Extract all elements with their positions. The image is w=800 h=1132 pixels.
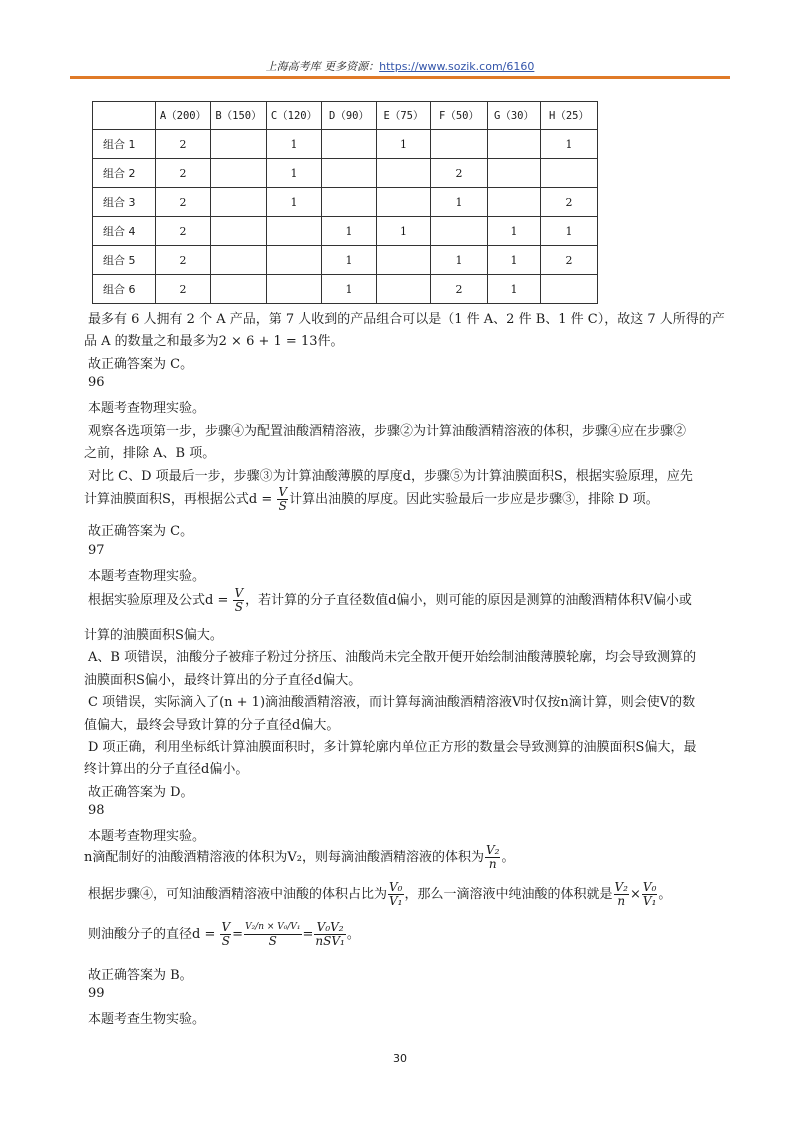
table-cell (211, 246, 267, 275)
table-cell: 1 (267, 159, 322, 188)
equals-sign: = (232, 927, 244, 942)
formula-line (88, 881, 671, 908)
table-cell (322, 188, 377, 217)
table-row (93, 130, 598, 159)
fraction-denominator: nSV₁ (315, 934, 345, 948)
table-cell: 1 (322, 217, 377, 246)
row-label-cell: 组合 1 (93, 130, 156, 159)
header-link[interactable]: https://www.sozik.com/6160 (379, 60, 535, 73)
fraction-v-over-s (277, 486, 288, 513)
formula-text: 计算油膜面积S，再根据公式d = (84, 492, 277, 507)
table-header-cell: A（200） (156, 102, 211, 130)
table-header-cell: F（50） (431, 102, 488, 130)
paragraph-line: 值偏大，最终会导致计算的分子直径d偏大。 (84, 718, 340, 733)
formula-text: 。 (346, 927, 360, 942)
formula-line (88, 587, 692, 614)
paragraph-line: 终计算出的分子直径d偏小。 (84, 762, 249, 777)
formula-text: ，若计算的分子直径数值d偏小，则可能的原因是测算的油酸酒精体积V偏小或 (245, 593, 692, 608)
table-header-row (93, 102, 598, 130)
table-cell (377, 159, 431, 188)
fraction-numerator: V (278, 485, 288, 499)
table-cell: 2 (431, 275, 488, 304)
table-header-cell: C（120） (267, 102, 322, 130)
fraction-denominator: S (234, 600, 243, 614)
table-cell: 1 (377, 130, 431, 159)
formula-text: 。 (501, 850, 515, 865)
fraction-denominator: V₁ (389, 894, 403, 908)
table-cell (211, 217, 267, 246)
fraction-denominator: n (488, 857, 497, 871)
formula-text: 计算出油膜的厚度。因此实验最后一步应是步骤③，排除 D 项。 (289, 492, 659, 507)
table-cell: 1 (488, 275, 541, 304)
formula-text: 。 (658, 887, 672, 902)
table-cell (541, 159, 598, 188)
table-cell (488, 130, 541, 159)
formula-text: ，那么一滴溶液中纯油酸的体积就是 (404, 887, 613, 902)
row-label-cell: 组合 3 (93, 188, 156, 217)
table-cell (211, 159, 267, 188)
table-cell (267, 275, 322, 304)
equals-sign: = (302, 927, 314, 942)
table-row (93, 246, 598, 275)
fraction-v-over-s (233, 587, 244, 614)
row-label-cell: 组合 4 (93, 217, 156, 246)
row-label-cell: 组合 6 (93, 275, 156, 304)
paragraph-line: 之前，排除 A、B 项。 (84, 446, 216, 461)
table-cell (488, 159, 541, 188)
table-cell: 2 (156, 188, 211, 217)
answer-line: 故正确答案为 D。 (88, 785, 194, 800)
table-header-cell: E（75） (377, 102, 431, 130)
table-cell: 1 (541, 217, 598, 246)
fraction-denominator: S (268, 934, 277, 948)
table-cell: 1 (267, 188, 322, 217)
formula-line (84, 486, 659, 513)
paragraph-line: 对比 C、D 项最后一步，步骤③为计算油酸薄膜的厚度d，步骤⑤为计算油膜面积S，根据实验原理，应先 (88, 469, 693, 484)
fraction-v0-over-v1 (642, 881, 657, 908)
table-cell: 1 (431, 188, 488, 217)
table-cell: 2 (431, 159, 488, 188)
table-header-cell: H（25） (541, 102, 598, 130)
table-cell: 2 (156, 130, 211, 159)
table-cell: 1 (377, 217, 431, 246)
fraction-numerator: V₂/n × V₀/V₁ (244, 921, 301, 935)
table-cell (377, 275, 431, 304)
table-cell (211, 130, 267, 159)
product-combination-table (92, 101, 598, 304)
table-cell: 2 (156, 246, 211, 275)
table-cell: 1 (322, 275, 377, 304)
answer-line: 故正确答案为 C。 (88, 357, 194, 372)
paragraph-line: 本题考查生物实验。 (88, 1012, 206, 1027)
table-cell (267, 246, 322, 275)
table-cell: 2 (541, 188, 598, 217)
page-header (0, 58, 800, 74)
fraction-numerator: V₀ (642, 880, 657, 894)
table-cell: 1 (267, 130, 322, 159)
paragraph-line: A、B 项错误，油酸分子被痱子粉过分挤压、油酸尚未完全散开便开始绘制油酸薄膜轮廓，均会导致测算的 (88, 650, 697, 665)
question-number: 97 (88, 543, 105, 558)
table-cell (322, 159, 377, 188)
times-sign: × (630, 887, 641, 902)
table-row (93, 275, 598, 304)
table-cell: 1 (488, 246, 541, 275)
paragraph-line: C 项错误，实际滴入了(n + 1)滴油酸酒精溶液，而计算每滴油酸酒精溶液V时仅按n滴计算，则会使V的数 (88, 695, 696, 710)
question-number: 96 (88, 375, 105, 390)
table-header-cell (93, 102, 156, 130)
fraction-denominator: S (221, 934, 230, 948)
question-number: 98 (88, 803, 105, 818)
answer-line: 故正确答案为 C。 (88, 524, 194, 539)
fraction-denominator: S (278, 499, 287, 513)
table-cell: 2 (156, 159, 211, 188)
page-number: 30 (393, 1052, 407, 1065)
paragraph-line: 品 A 的数量之和最多为2 × 6 + 1 = 13件。 (84, 334, 344, 349)
paragraph-line: 油膜面积S偏小，最终计算出的分子直径d偏大。 (84, 673, 362, 688)
answer-line: 故正确答案为 B。 (88, 968, 193, 983)
row-label-cell: 组合 5 (93, 246, 156, 275)
table-cell (211, 188, 267, 217)
table-cell (322, 130, 377, 159)
formula-text: 根据步骤④，可知油酸酒精溶液中油酸的体积占比为 (88, 887, 388, 902)
fraction-denominator: n (617, 894, 626, 908)
table-header-cell: D（90） (322, 102, 377, 130)
formula-text: 则油酸分子的直径d = (88, 927, 220, 942)
table-cell (377, 188, 431, 217)
paragraph-line: 本题考查物理实验。 (88, 569, 206, 584)
table-cell (488, 188, 541, 217)
fraction-v2-over-n (614, 881, 629, 908)
paragraph-line: 观察各选项第一步，步骤④为配置油酸酒精溶液，步骤②为计算油酸酒精溶液的体积，步骤④应在步骤② (88, 424, 687, 439)
formula-line (88, 921, 360, 948)
table-cell (431, 217, 488, 246)
table-row (93, 159, 598, 188)
table-cell (267, 217, 322, 246)
table-cell (541, 275, 598, 304)
fraction-v2-over-n (485, 844, 500, 871)
table-row (93, 217, 598, 246)
header-text: 上海高考库 更多资源： (265, 60, 380, 73)
fraction-numerator: V (221, 920, 231, 934)
table-cell: 1 (541, 130, 598, 159)
fraction-result (314, 921, 345, 948)
paragraph-line: 计算的油膜面积S偏大。 (84, 628, 223, 643)
table-cell: 1 (488, 217, 541, 246)
formula-text: n滴配制好的油酸酒精溶液的体积为V₂，则每滴油酸酒精溶液的体积为 (84, 850, 484, 865)
table-cell: 1 (322, 246, 377, 275)
table-cell: 1 (431, 246, 488, 275)
fraction-numerator: V₂ (485, 843, 500, 857)
fraction-v0-over-v1 (388, 881, 403, 908)
table-cell (431, 130, 488, 159)
formula-line (84, 844, 514, 871)
fraction-denominator: V₁ (642, 894, 657, 908)
fraction-numerator: V₀V₂ (314, 921, 345, 935)
table-cell (377, 246, 431, 275)
formula-text: 根据实验原理及公式d = (88, 593, 233, 608)
fraction-numerator: V₀ (389, 880, 403, 894)
fraction-compound (244, 921, 301, 948)
fraction-numerator: V (234, 586, 244, 600)
paragraph-line: D 项正确，利用坐标纸计算油膜面积时，多计算轮廓内单位正方形的数量会导致测算的油膜面积S偏大，最 (88, 740, 697, 755)
fraction-numerator: V₂ (614, 880, 628, 894)
table-cell: 2 (541, 246, 598, 275)
table-header-cell: G（30） (488, 102, 541, 130)
table-cell (211, 275, 267, 304)
table-cell: 2 (156, 275, 211, 304)
header-rule (70, 76, 730, 79)
table-header-cell: B（150） (211, 102, 267, 130)
table-cell: 2 (156, 217, 211, 246)
row-label-cell: 组合 2 (93, 159, 156, 188)
table-row (93, 188, 598, 217)
paragraph-line: 本题考查物理实验。 (88, 829, 206, 844)
fraction-v-over-s (220, 921, 231, 948)
paragraph-line: 本题考查物理实验。 (88, 401, 206, 416)
question-number: 99 (88, 986, 105, 1001)
paragraph-line: 最多有 6 人拥有 2 个 A 产品，第 7 人收到的产品组合可以是（1 件 A、2 件 B、1 件 C），故这 7 人所得的产 (88, 312, 725, 327)
